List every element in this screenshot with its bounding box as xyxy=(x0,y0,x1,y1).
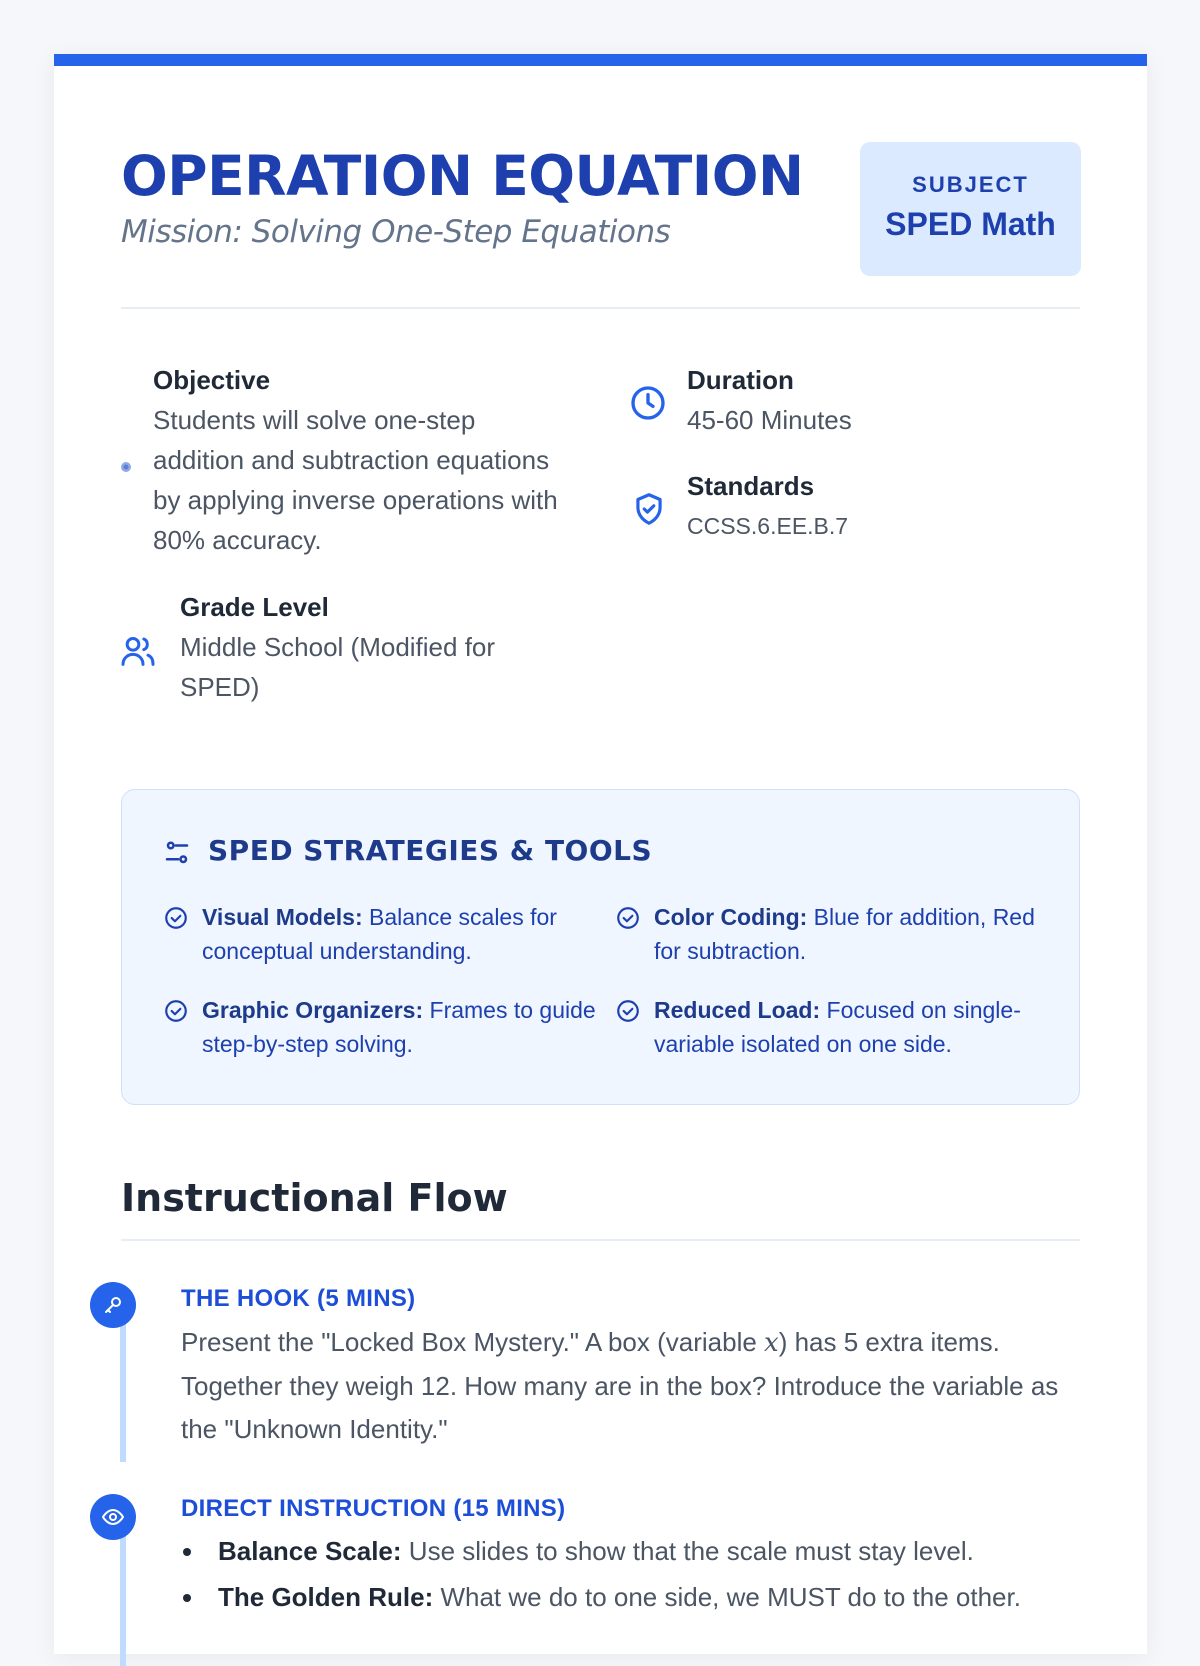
lesson-plan-card xyxy=(54,54,1147,1654)
step-text: the "Unknown Identity." xyxy=(181,1414,448,1444)
strategy-text: step-by-step solving. xyxy=(202,1031,413,1057)
duration-block xyxy=(687,360,1067,440)
check-circle-icon xyxy=(615,905,641,940)
sliders-icon xyxy=(162,838,192,873)
objective-line: 80% accuracy. xyxy=(153,525,322,555)
standards-value: CCSS.6.EE.B.7 xyxy=(687,513,849,539)
list-item xyxy=(181,1528,1081,1574)
bullet-text: Use slides to show that the scale must stay level. xyxy=(401,1536,974,1566)
grade-level-block xyxy=(180,587,580,707)
grade-level-label: Grade Level xyxy=(180,592,329,622)
check-circle-icon xyxy=(615,998,641,1033)
objective-block xyxy=(153,360,593,560)
standards-label: Standards xyxy=(687,471,815,501)
users-icon xyxy=(118,631,158,676)
subject-value: SPED Math xyxy=(885,206,1056,242)
strategy-name: Graphic Organizers: xyxy=(202,997,424,1023)
bullet-bold: The Golden Rule: xyxy=(218,1582,434,1612)
check-circle-icon xyxy=(163,998,189,1033)
subject-badge xyxy=(860,142,1081,276)
subject-label: SUBJECT xyxy=(912,172,1029,197)
shield-check-icon xyxy=(630,489,668,534)
strategy-text: Blue for addition, Red xyxy=(807,904,1035,930)
bullet-bold: Balance Scale: xyxy=(218,1536,402,1566)
standards-block xyxy=(687,466,1067,546)
step-description xyxy=(181,1321,1081,1451)
step-text: Present the "Locked Box Mystery." A box (variable xyxy=(181,1327,765,1357)
strategy-text: Balance scales for xyxy=(362,904,557,930)
strategy-item xyxy=(654,993,1054,1061)
strategy-text: Focused on single- xyxy=(820,997,1021,1023)
strategy-text: variable isolated on one side. xyxy=(654,1031,952,1057)
strategy-name: Visual Models: xyxy=(202,904,363,930)
objective-label: Objective xyxy=(153,365,271,395)
strategy-name: Color Coding: xyxy=(654,904,808,930)
variable-x: x xyxy=(764,1328,779,1358)
step-bullets xyxy=(181,1528,1081,1620)
strategy-name: Reduced Load: xyxy=(654,997,821,1023)
objective-line: Students will solve one-step xyxy=(153,405,476,435)
strategy-item xyxy=(654,900,1054,968)
duration-value: 45-60 Minutes xyxy=(687,405,852,435)
bullet-text: What we do to one side, we MUST do to the other. xyxy=(433,1582,1021,1612)
section-divider xyxy=(121,1239,1080,1241)
section-title: Instructional Flow xyxy=(121,1176,508,1220)
grade-level-line: SPED) xyxy=(180,672,260,702)
step-title: DIRECT INSTRUCTION (15 MINS) xyxy=(181,1495,566,1522)
eye-icon xyxy=(90,1494,136,1540)
strategy-item xyxy=(202,900,602,968)
objective-line: addition and subtraction equations xyxy=(153,445,550,475)
page-title: OPERATION EQUATION xyxy=(121,144,804,208)
page-subtitle: Mission: Solving One-Step Equations xyxy=(121,214,671,250)
clock-icon xyxy=(628,383,668,428)
step-text: Together they weigh 12. How many are in the box? Introduce the variable as xyxy=(181,1371,1059,1401)
sped-strategies-panel xyxy=(121,789,1080,1105)
grade-level-line: Middle School (Modified for xyxy=(180,632,496,662)
duration-label: Duration xyxy=(687,365,794,395)
check-circle-icon xyxy=(163,905,189,940)
objective-line: by applying inverse operations with xyxy=(153,485,558,515)
strategy-text: for subtraction. xyxy=(654,938,807,964)
key-icon xyxy=(90,1282,136,1328)
header-divider xyxy=(121,307,1080,309)
step-text: ) has 5 extra items. xyxy=(778,1327,1000,1357)
strategy-text: Frames to guide xyxy=(423,997,596,1023)
target-icon xyxy=(120,460,132,478)
strategy-item xyxy=(202,993,602,1061)
strategy-text: conceptual understanding. xyxy=(202,938,472,964)
list-item xyxy=(181,1574,1081,1620)
strategies-title: SPED STRATEGIES & TOOLS xyxy=(208,834,653,867)
step-title: THE HOOK (5 MINS) xyxy=(181,1285,416,1312)
